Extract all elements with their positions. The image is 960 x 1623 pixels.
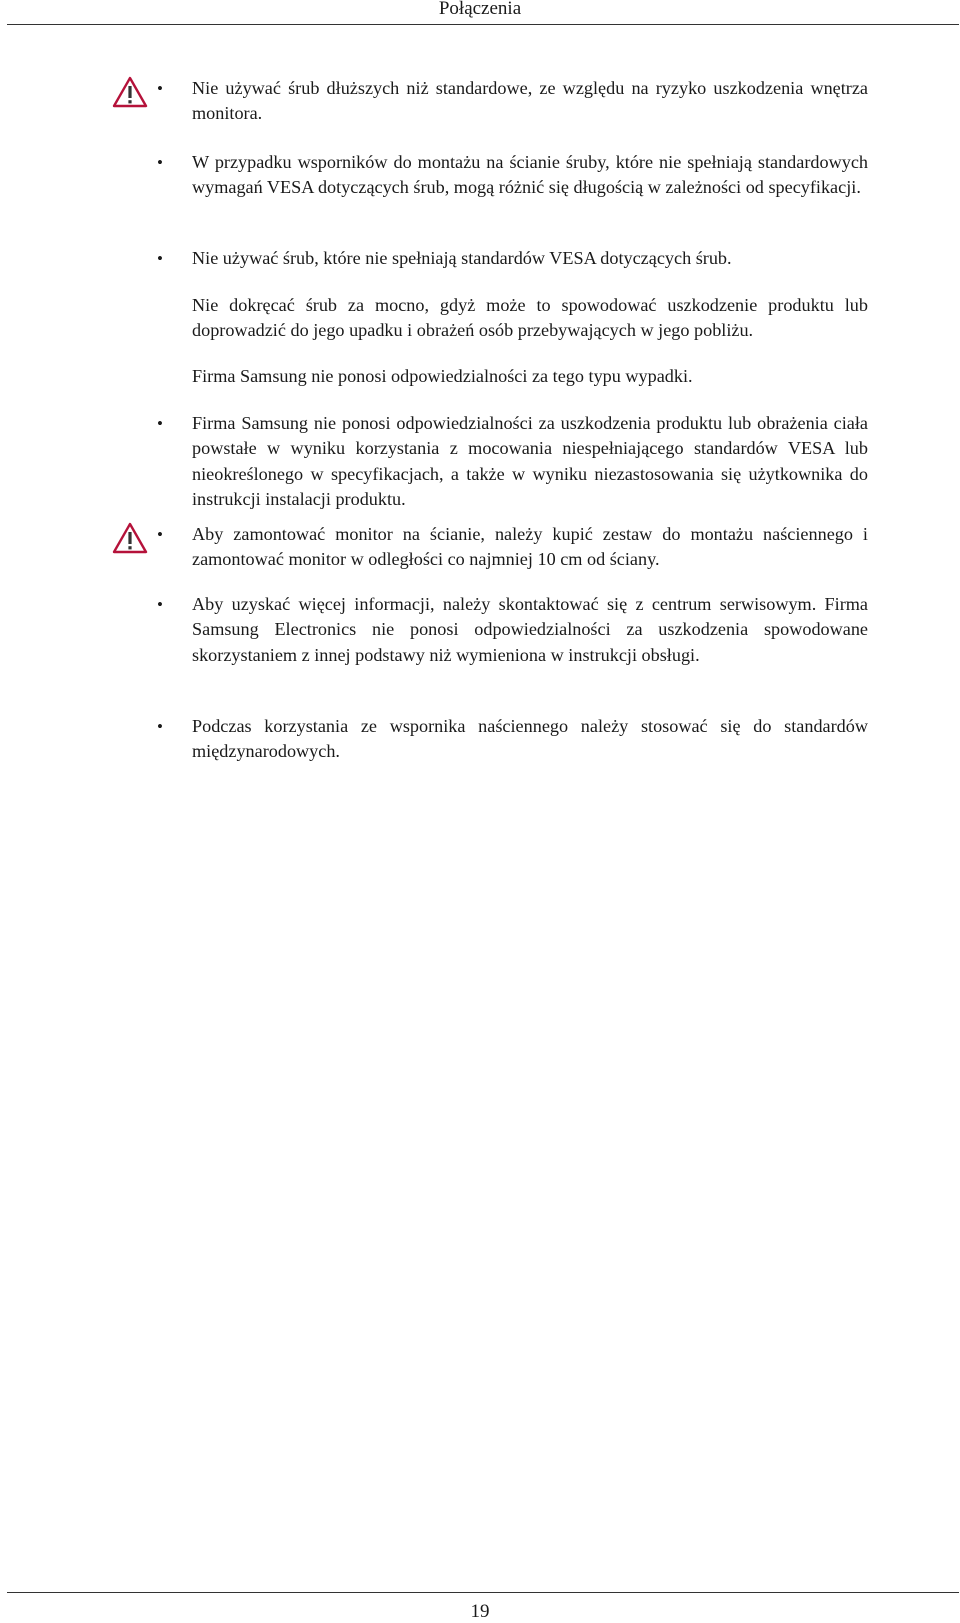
page-header [0, 0, 960, 25]
list-item-text: W przypadku wsporników do montażu na ścianie śruby, które nie spełniają standardowych wymagań VESA dotyczących śrub, mogą różnić się długością w zależności od specyfikacji. [192, 152, 868, 198]
warning-triangle-icon [112, 522, 148, 554]
header-divider [7, 24, 959, 25]
list-bullet: • [157, 717, 163, 736]
list-item-text: Nie używać śrub dłuższych niż standardowe, ze względu na ryzyko uszkodzenia wnętrza monitora. [192, 78, 868, 124]
list-bullet: • [157, 79, 163, 98]
list-item-text: Aby uzyskać więcej informacji, należy skontaktować się z centrum serwisowym. Firma Samsung Electronics nie ponosi odpowiedzialności za uszkodzenia spowodowane skorzystaniem z innej podstawy niż wymieniona w instrukcji obsługi. [192, 594, 868, 665]
footer-divider [7, 1592, 959, 1593]
list-item-text: Aby zamontować monitor na ścianie, należy kupić zestaw do montażu naściennego i zamontować monitor w odległości co najmniej 10 cm od ściany. [192, 524, 868, 570]
list-item-text: Nie używać śrub, które nie spełniają standardów VESA dotyczących śrub. [192, 248, 732, 268]
page-number: 19 [470, 1601, 490, 1622]
list-bullet: • [157, 153, 163, 172]
header-title: Połączenia [438, 0, 522, 19]
list-item-text: Podczas korzystania ze wspornika naściennego należy stosować się do standardów międzynarodowych. [192, 716, 868, 762]
list-bullet: • [157, 595, 163, 614]
paragraph-text: Firma Samsung nie ponosi odpowiedzialności za tego typu wypadki. [192, 366, 693, 386]
list-bullet: • [157, 525, 163, 544]
list-item-text: Firma Samsung nie ponosi odpowiedzialności za uszkodzenia produktu lub obrażenia ciała powstałe w wyniku korzystania z mocowania niespełniającego standardów VESA lub nieokreślonego w specyfikacjach, a także w wyniku niezastosowania się użytkownika do instrukcji instalacji produktu. [192, 413, 868, 509]
warning-triangle-icon [112, 76, 148, 108]
paragraph-text: Nie dokręcać śrub za mocno, gdyż może to spowodować uszkodzenie produktu lub doprowadzić do jego upadku i obrażeń osób przebywających w jego pobliżu. [192, 295, 868, 341]
list-bullet: • [157, 414, 163, 433]
list-bullet: • [157, 249, 163, 268]
